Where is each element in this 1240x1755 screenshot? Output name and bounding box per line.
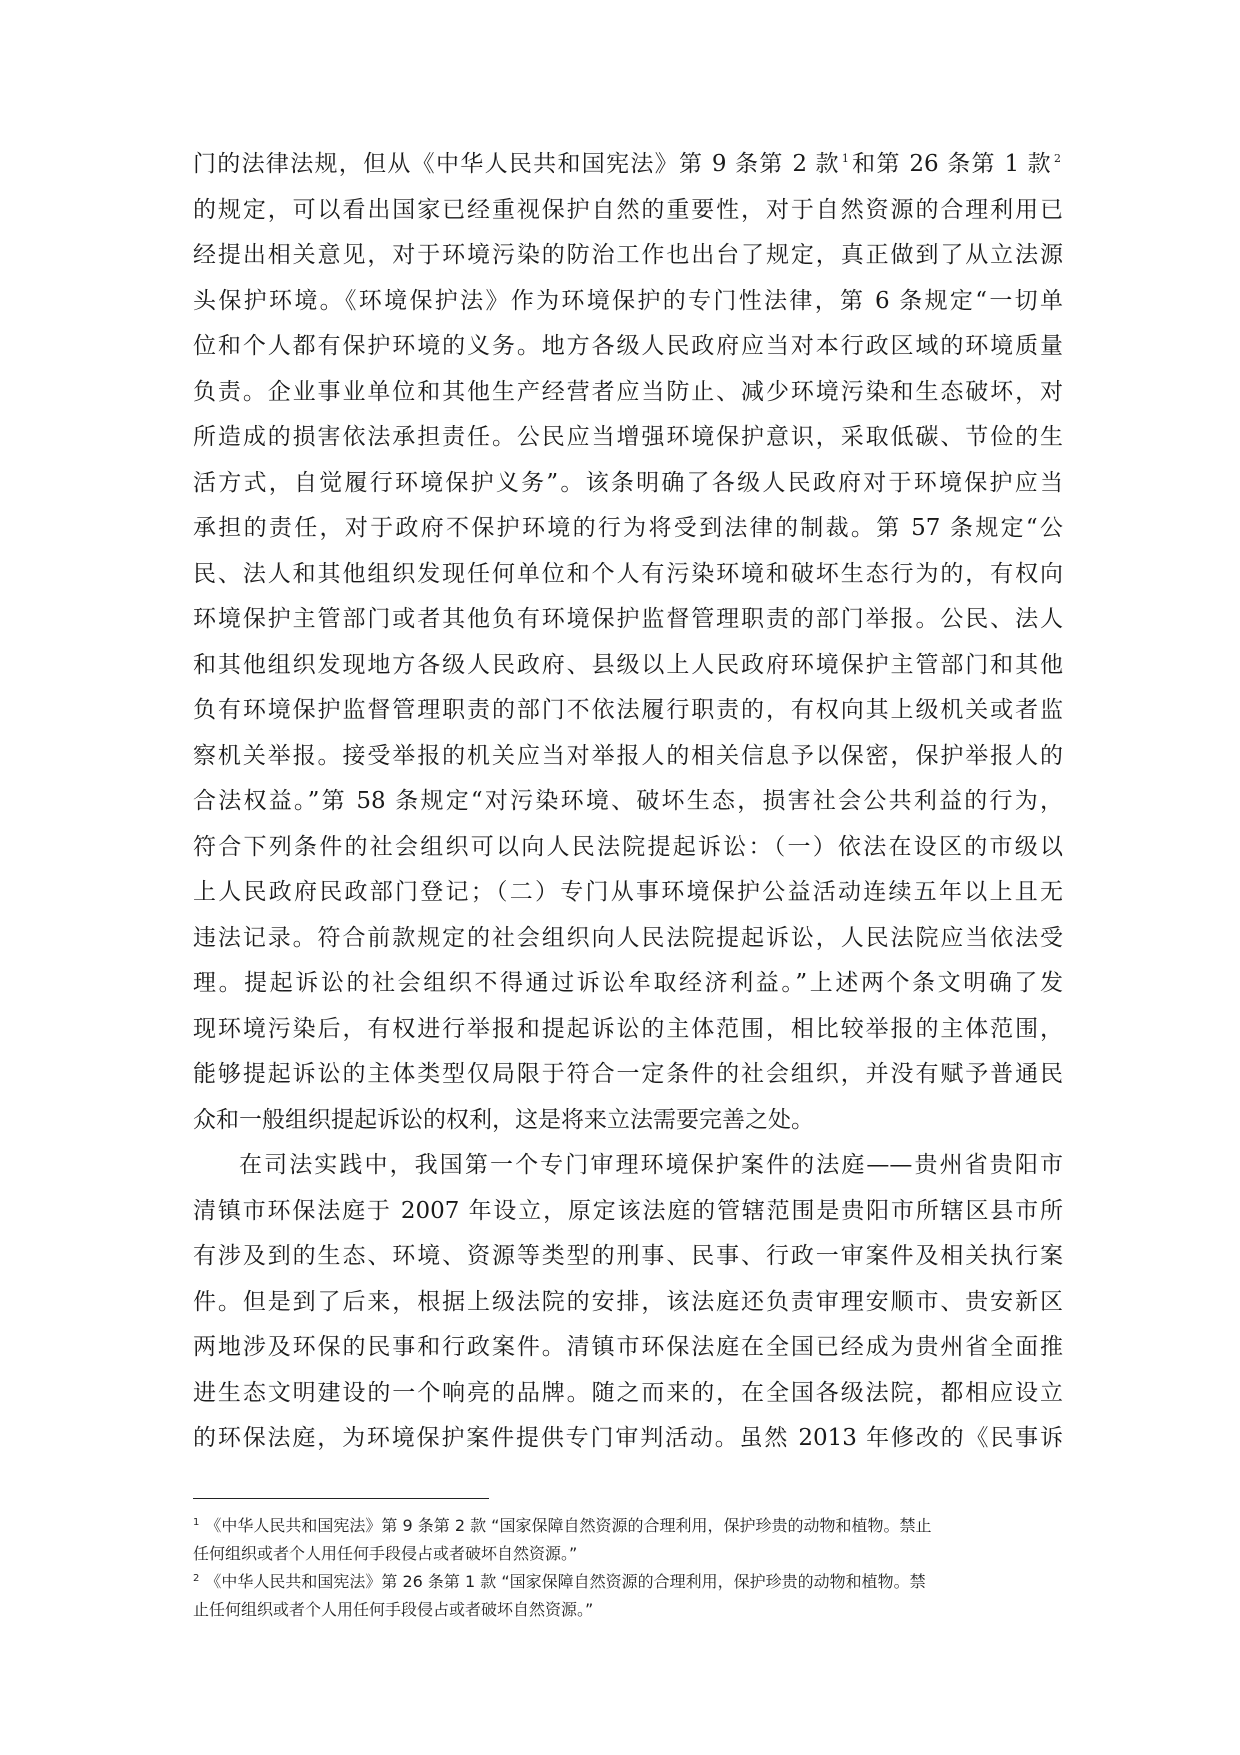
paragraph-line: 上人民政府民政部门登记；（二）专门从事环境保护公益活动连续五年以上且无 bbox=[193, 879, 1063, 905]
paragraph-line: 门的法律法规，但从《中华人民共和国宪法》第 9 条第 2 款 $^1$和第 26 条第 1 款 $^2$ bbox=[193, 151, 1061, 177]
paragraph-line: 和其他组织发现地方各级人民政府、县级以上人民政府环境保护主管部门和其他 bbox=[193, 651, 1063, 678]
footnote-ref-1[interactable]: 1 bbox=[841, 152, 849, 166]
paragraph-line: 的环保法庭，为环境保护案件提供专门审判活动。虽然 2013 年修改的《民事诉 bbox=[193, 1425, 1063, 1451]
paragraph-line: 民、法人和其他组织发现任何单位和个人有污染环境和破坏生态行为的，有权向 bbox=[193, 560, 1063, 587]
paragraph-line: 现环境污染后，有权进行举报和提起诉讼的主体范围，相比较举报的主体范围， bbox=[193, 1015, 1063, 1042]
paragraph-line: 察机关举报。接受举报的机关应当对举报人的相关信息予以保密，保护举报人的 bbox=[193, 742, 1063, 769]
paragraph-line: 有涉及到的生态、环境、资源等类型的刑事、民事、行政一审案件及相关执行案 bbox=[193, 1243, 1063, 1269]
footnote-line: $^2$ 《中华人民共和国宪法》第 26 条第 1 款 “国家保障自然资源的合理利用，保护珍贵的动物和植物。禁 bbox=[193, 1572, 926, 1591]
body-text bbox=[193, 142, 1063, 1462]
footnote-1 bbox=[193, 1512, 1053, 1568]
footnote-2 bbox=[193, 1568, 1053, 1624]
paragraph-2 bbox=[193, 1143, 1063, 1462]
paragraph-line: 进生态文明建设的一个响亮的品牌。随之而来的，在全国各级法院，都相应设立 bbox=[193, 1379, 1063, 1406]
paragraph-line: 位和个人都有保护环境的义务。地方各级人民政府应当对本行政区域的环境质量 bbox=[193, 333, 1063, 359]
paragraph-line: 理。提起诉讼的社会组织不得通过诉讼牟取经济利益。”上述两个条文明确了发 bbox=[193, 970, 1063, 996]
paragraph-line: 件。但是到了后来，根据上级法院的安排，该法庭还负责审理安顺市、贵安新区 bbox=[193, 1288, 1063, 1315]
paragraph-line: 清镇市环保法庭于 2007 年设立，原定该法庭的管辖范围是贵阳市所辖区县市所 bbox=[193, 1197, 1063, 1224]
paragraph-line: 负有环境保护监督管理职责的部门不依法履行职责的，有权向其上级机关或者监 bbox=[193, 697, 1063, 723]
paragraph-line: 能够提起诉讼的主体类型仅局限于符合一定条件的社会组织，并没有赋予普通民 bbox=[193, 1061, 1063, 1087]
paragraph-line: 负责。企业事业单位和其他生产经营者应当防止、减少环境污染和生态破坏，对 bbox=[193, 378, 1063, 405]
paragraph-line: 环境保护主管部门或者其他负有环境保护监督管理职责的部门举报。公民、法人 bbox=[193, 606, 1063, 632]
paragraph-line: 合法权益。”第 58 条规定“对污染环境、破坏生态，损害社会公共利益的行为， bbox=[193, 788, 1063, 814]
paragraph-line: 的规定，可以看出国家已经重视保护自然的重要性，对于自然资源的合理利用已 bbox=[193, 196, 1063, 223]
paragraph-line: 两地涉及环保的民事和行政案件。清镇市环保法庭在全国已经成为贵州省全面推 bbox=[193, 1334, 1063, 1360]
paragraph-line: 活方式，自觉履行环境保护义务”。该条明确了各级人民政府对于环境保护应当 bbox=[193, 469, 1063, 496]
footnote-line: 止任何组织或者个人用任何手段侵占或者破坏自然资源。” bbox=[193, 1600, 594, 1619]
footnote-separator bbox=[193, 1498, 489, 1499]
paragraph-line: 所造成的损害依法承担责任。公民应当增强环境保护意识，采取低碳、节俭的生 bbox=[193, 424, 1063, 450]
paragraph-line: 违法记录。符合前款规定的社会组织向人民法院提起诉讼，人民法院应当依法受 bbox=[193, 924, 1063, 951]
paragraph-1 bbox=[193, 142, 1063, 1143]
paragraph-line: 在司法实践中，我国第一个专门审理环境保护案件的法庭——贵州省贵阳市 bbox=[239, 1152, 1063, 1178]
footnote-mark: 2 bbox=[193, 1572, 200, 1584]
footnote-ref-2[interactable]: 2 bbox=[1054, 152, 1061, 166]
paragraph-line: 经提出相关意见，对于环境污染的防治工作也出台了规定，真正做到了从立法源 bbox=[193, 242, 1063, 268]
footnotes bbox=[193, 1512, 1053, 1624]
footnote-line: $^1$ 《中华人民共和国宪法》第 9 条第 2 款 “国家保障自然资源的合理利用，保护珍贵的动物和植物。禁止 bbox=[193, 1516, 932, 1535]
footnote-line: 任何组织或者个人用任何手段侵占或者破坏自然资源。” bbox=[193, 1544, 578, 1563]
paragraph-line: 头保护环境。《环境保护法》作为环境保护的专门性法律，第 6 条规定“一切单 bbox=[193, 287, 1063, 314]
paragraph-line: 承担的责任，对于政府不保护环境的行为将受到法律的制裁。第 57 条规定“公 bbox=[193, 515, 1063, 541]
footnote-mark: 1 bbox=[193, 1516, 200, 1528]
paragraph-line: 符合下列条件的社会组织可以向人民法院提起诉讼：（一）依法在设区的市级以 bbox=[193, 833, 1063, 860]
paragraph-line: 众和一般组织提起诉讼的权利，这是将来立法需要完善之处。 bbox=[193, 1106, 814, 1133]
